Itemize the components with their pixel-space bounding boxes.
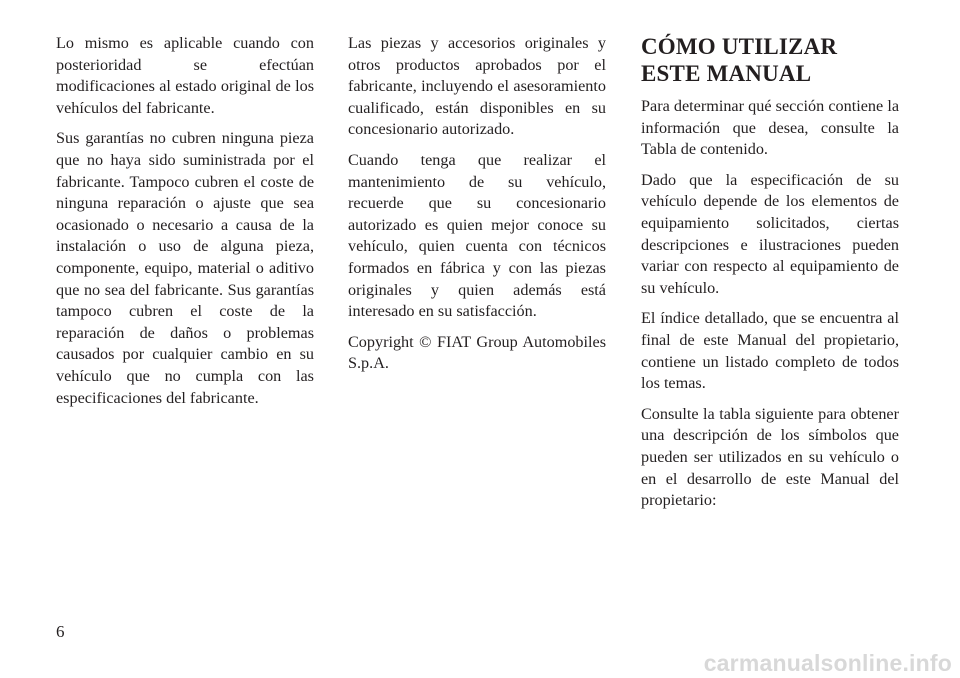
paragraph-modifications: Lo mismo es aplicable cuando con posterioridad se efectúan modificaciones al estado original de los vehículos del fabricante.	[56, 34, 314, 117]
paragraph-specification: Dado que la especificación de su vehículo depende de los elementos de equipamiento solicitados, ciertas descripciones e ilustraciones pueden variar con respecto al equipamiento de su vehículo.	[641, 170, 899, 297]
middle-column	[348, 33, 606, 384]
paragraph-table-of-contents: Para determinar qué sección contiene la información que desea, consulte la Tabla de contenido.	[641, 97, 899, 159]
section-heading: CÓMO UTILIZAR ESTE MANUAL	[641, 34, 838, 86]
left-column	[56, 33, 314, 418]
page-number: 6	[56, 622, 65, 641]
paragraph-symbols: Consulte la tabla siguiente para obtener una descripción de los símbolos que pueden ser utilizados en su vehículo o en el desarrollo de este Manual del propietario:	[641, 404, 899, 510]
paragraph-copyright: Copyright © FIAT Group Automobiles S.p.A.	[348, 332, 606, 373]
paragraph-maintenance: Cuando tenga que realizar el mantenimiento de su vehículo, recuerde que su concesionario autorizado es quien mejor conoce su vehículo, quien cuenta con técnicos formados en fábrica y con las piezas originales y quien además está interesado en su satisfacción.	[348, 150, 606, 321]
paragraph-index: El índice detallado, que se encuentra al final de este Manual del propietario, contiene un listado completo de todos los temas.	[641, 309, 899, 393]
paragraph-original-parts: Las piezas y accesorios originales y otros productos aprobados por el fabricante, incluyendo el asesoramiento cualificado, están disponibles en su concesionario autorizado.	[348, 34, 606, 139]
paragraph-warranty: Sus garantías no cubren ninguna pieza que no haya sido suministrada por el fabricante. Tampoco cubren el coste de ninguna reparación o ajuste que sea ocasionado o necesario a causa de la instalación o uso de alguna pieza, componente, equipo, material o aditivo que no sea del fabricante. Sus garantías tampoco cubren el coste de la reparación de daños o problemas causados por cualquier cambio en su vehículo que no cumpla con las especificaciones del fabricante.	[56, 129, 314, 407]
watermark-text: carmanualsonline.info	[703, 650, 952, 676]
right-column	[641, 33, 899, 521]
